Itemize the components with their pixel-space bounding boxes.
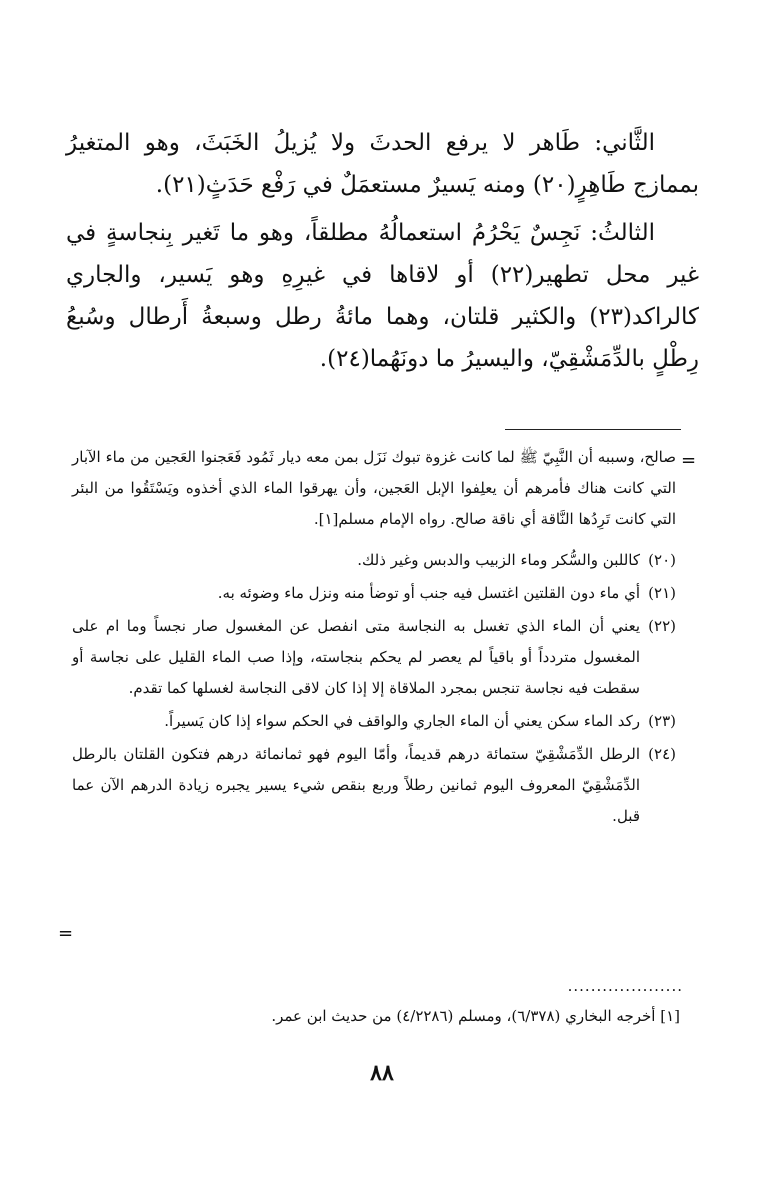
footnotes [72, 442, 676, 834]
footnote-continuation: صالح، وسببه أن النَّبِيّ ﷺ لما كانت غزوة تبوك نَزَل بمن معه ديار ثَمُود فَعَجنوا العَجين من ماء الآبار التي كانت هناك فأمرهم أن يعلِفوا الإبل العَجين، وأن يهرقوا الماء الذي أخذوه ويَسْتَقُوا من البئر التي كانت تَرِدُها النَّاقة أي ناقة صالح. رواه الإمام مسلم[١]. [72, 448, 676, 528]
continuation-mark-top: = [681, 450, 697, 471]
footnote-number: (٢٢) [648, 617, 676, 635]
main-paragraph-third-type: الثالثُ: نَجِسٌ يَحْرُمُ استعمالُهُ مطلقاً، وهو ما تَغير بِنجاسةٍ في غير محل تطهير(٢٢) أو لاقاها في غيرِهِ وهو يَسير، والجاري كالراكد(٢٣) والكثير قلتان، وهما مائةُ رطل وسبعةُ أَرطال وسُبعُ رِطْلٍ بالدِّمَشْقِيّ، واليسيرُ ما دونَهُما(٢٤). [66, 220, 700, 372]
main-text [66, 122, 699, 386]
endnote: [١] أخرجه البخاري (٦/٣٧٨)، ومسلم (٤/٢٢٨٦) من حديث ابن عمر. [271, 1007, 680, 1025]
footnote-22 [72, 611, 676, 704]
footnote-20 [72, 545, 676, 576]
continuation-mark-bottom: = [58, 923, 74, 944]
footnote-number: (٢٤) [648, 745, 676, 763]
footnote-text: كاللبن والسُّكر وماء الزبيب والدبس وغير ذلك. [357, 551, 640, 569]
footnote-divider [505, 429, 681, 430]
footnote-23 [72, 706, 676, 737]
footnote-text: يعني أن الماء الذي تغسل به النجاسة متى انفصل عن المغسول صار نجساً وما ام على المغسول متردداً أو باقياً لم يعصر لم يحكم بنجاسته، وإذا صب الماء القليل على نجاسة أو سقطت فيه نجاسة تنجس بمجرد الملاقاة إلا إذا كان لاقى النجاسة لغسلها كما تقدم. [72, 617, 640, 697]
page-number: ٨٨ [370, 1060, 394, 1086]
footnote-number: (٢٣) [648, 712, 676, 730]
footnote-text: ركد الماء سكن يعني أن الماء الجاري والواقف في الحكم سواء إذا كان يَسيراً. [164, 712, 640, 730]
footnote-text: أي ماء دون القلتين اغتسل فيه جنب أو توضأ منه ونزل ماء وضوئه به. [217, 584, 640, 602]
footnote-number: (٢١) [648, 584, 676, 602]
footnote-number: (٢٠) [648, 551, 676, 569]
endnote-separator: .................... [567, 978, 683, 994]
footnote-text: الرطل الدِّمَشْقِيّ ستمائة درهم قديماً، وأمّا اليوم فهو ثمانمائة درهم فتكون القلتان بالرطل الدِّمَشْقِيّ المعروف اليوم ثمانين رطلاً وربع بنقص شيء يسير يجبره زيادة الدرهم الآن عما قبل. [72, 745, 640, 825]
footnote-24 [72, 739, 676, 832]
main-paragraph-second-type: الثَّاني: طَاهر لا يرفع الحدثَ ولا يُزيلُ الخَبَثَ، وهو المتغيرُ بممازج طَاهِرٍ(٢٠) ومنه يَسيرٌ مستعمَلٌ في رَفْع حَدَثٍ(٢١). [66, 130, 699, 198]
footnote-21 [72, 578, 676, 609]
